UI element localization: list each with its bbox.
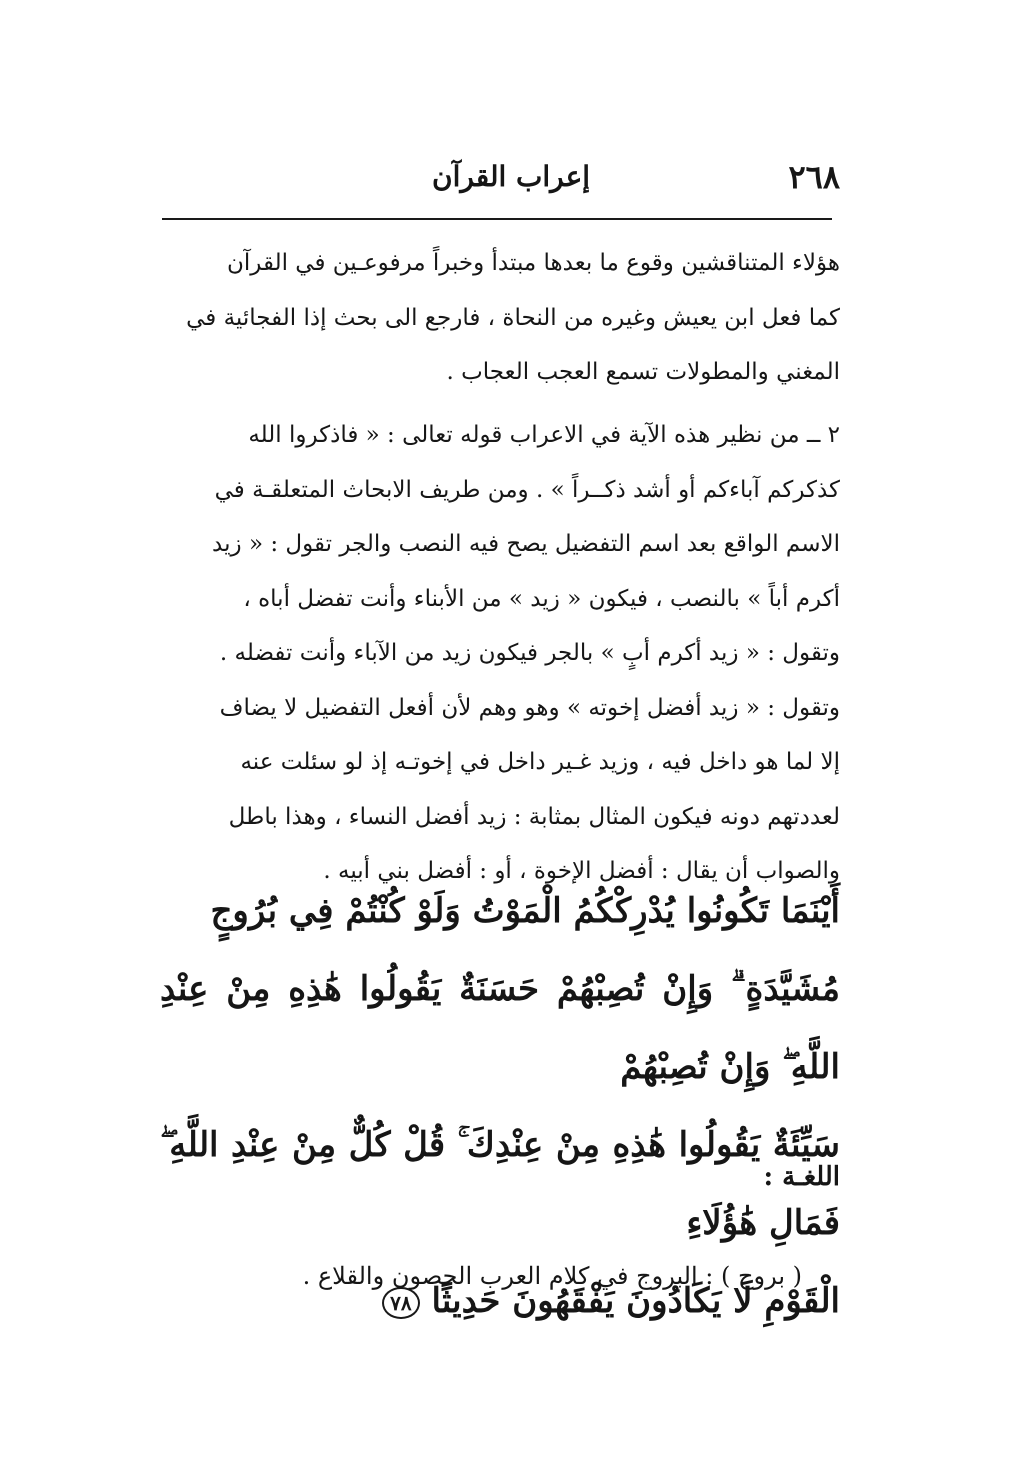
- verse-line: أَيْنَمَا تَكُونُوا يُدْرِكْكُمُ الْمَوْتُ وَلَوْ كُنْتُمْ فِي بُرُوجٍ: [210, 891, 840, 931]
- text-line: إلا لما هو داخل فيه ، وزيد غـير داخل في إخوتـه إذ لو سئلت عنه: [240, 749, 840, 775]
- text-line: كذكركم آباءكم أو أشد ذكــراً » . ومن طريف الابحاث المتعلقـة في: [214, 476, 840, 503]
- text-line: هؤلاء المتناقشين وقوع ما بعدها مبتدأ وخبراً مرفوعـين في القرآن: [226, 250, 840, 276]
- verse-line: الْقَوْمِ لَا يَكَادُونَ يَفْقَهُونَ حَدِيثًا: [431, 1281, 840, 1321]
- gloss-entry: ( بروج ) : البروج في كلام العرب الحصون والقلاع .: [302, 1262, 802, 1290]
- text-line: والصواب أن يقال : أفضل الإخوة ، أو : أفضل بني أبيه .: [323, 858, 840, 884]
- text-line: الاسم الواقع بعد اسم التفضيل يصح فيه النصب والجر تقول : « زيد: [212, 531, 840, 557]
- page-header: [160, 150, 840, 200]
- text-line: وتقول : « زيد أكرم أبٍ » بالجر فيكون زيد من الآباء وأنت تفضله .: [219, 640, 840, 666]
- text-line: أكرم أباً » بالنصب ، فيكون « زيد » من الأبناء وأنت تفضل أباه ،: [243, 585, 840, 612]
- paragraph-2: [160, 408, 840, 899]
- page-number: ٢٦٨: [788, 158, 840, 196]
- header-rule: [162, 218, 832, 220]
- text-line: لعددتهم دونه فيكون المثال بمثابة : زيد أفضل النساء ، وهذا باطل: [228, 803, 840, 830]
- verse-line: مُشَيَّدَةٍ ۗ وَإِنْ تُصِبْهُمْ حَسَنَةٌ يَقُولُوا هَٰذِهِ مِنْ عِنْدِ اللَّهِ ۖ وَإِنْ تُصِبْهُمْ: [160, 969, 840, 1087]
- text-line: وتقول : « زيد أفضل إخوته » وهو وهم لأن أفعل التفضيل لا يضاف: [219, 694, 840, 721]
- text-line: ٢ ــ من نظير هذه الآية في الاعراب قوله تعالى : « فاذكروا الله: [248, 422, 840, 448]
- text-line: كما فعل ابن يعيش وغيره من النحاة ، فارجع الى بحث إذا الفجائية في: [186, 304, 840, 331]
- paragraph-1: [160, 236, 840, 400]
- verse-line: سَيِّئَةٌ يَقُولُوا هَٰذِهِ مِنْ عِنْدِكَ ۚ قُلْ كُلٌّ مِنْ عِنْدِ اللَّهِ ۖ فَمَالِ هَٰؤُلَاءِ: [160, 1125, 840, 1243]
- text-line: المغني والمطولات تسمع العجب العجاب .: [446, 359, 840, 385]
- section-heading-lexicon: اللغـة :: [763, 1162, 840, 1192]
- ayah-number-marker: ٧٨: [382, 1287, 419, 1319]
- running-title: إعراب القرآن: [432, 160, 591, 193]
